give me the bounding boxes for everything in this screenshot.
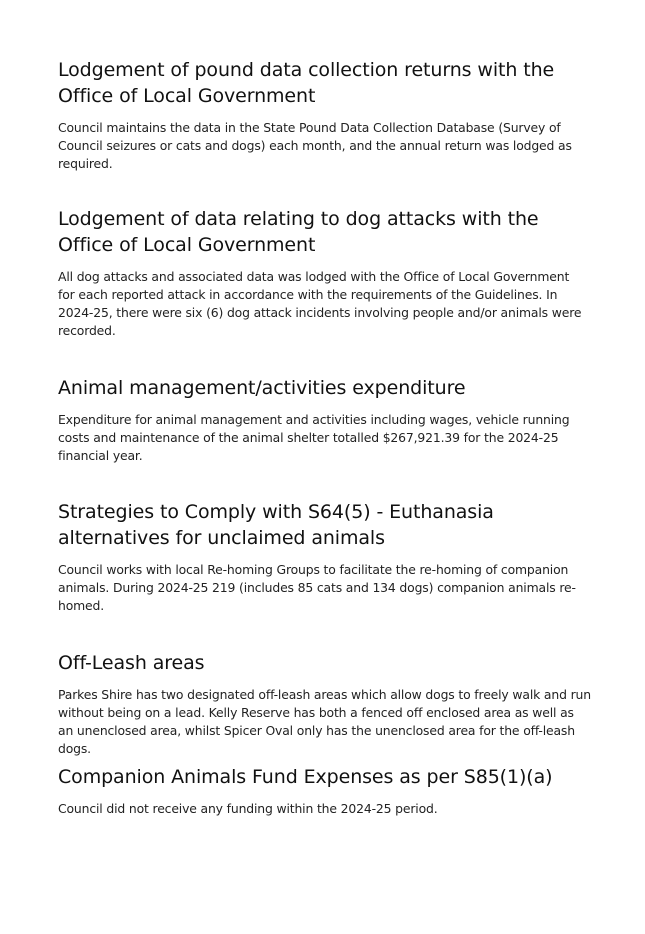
section-companion-animals-fund — [58, 764, 598, 818]
body-line: recorded. — [58, 323, 116, 338]
heading-line: Animal management/activities expenditure — [58, 377, 466, 399]
section-off-leash-areas — [58, 650, 598, 758]
heading-line: Lodgement of data relating to dog attacks with the — [58, 208, 539, 230]
body-line: 2024-25, there were six (6) dog attack incidents involving people and/or animals were — [58, 305, 582, 320]
heading-line: Office of Local Government — [58, 234, 316, 256]
heading-line: Companion Animals Fund Expenses as per S85(1)(a) — [58, 766, 553, 788]
body-line: financial year. — [58, 448, 143, 463]
heading-line: Off-Leash areas — [58, 652, 205, 674]
section-heading — [58, 206, 598, 258]
body-line: costs and maintenance of the animal shelter totalled $267,921.39 for the 2024-25 — [58, 430, 559, 445]
section-heading — [58, 764, 598, 790]
body-line: Council works with local Re-homing Groups to facilitate the re-homing of companion — [58, 562, 569, 577]
body-line: Council maintains the data in the State Pound Data Collection Database (Survey of — [58, 120, 561, 135]
section-body — [58, 686, 598, 758]
body-line: Parkes Shire has two designated off-leash areas which allow dogs to freely walk and run — [58, 687, 591, 702]
body-line: dogs. — [58, 741, 91, 756]
section-heading — [58, 375, 598, 401]
heading-line: Office of Local Government — [58, 85, 316, 107]
section-heading — [58, 499, 598, 551]
body-line: Council did not receive any funding within the 2024-25 period. — [58, 801, 438, 816]
section-euthanasia-alternatives — [58, 499, 598, 615]
heading-line: Strategies to Comply with S64(5) - Euthanasia — [58, 501, 494, 523]
body-line: Expenditure for animal management and activities including wages, vehicle running — [58, 412, 570, 427]
section-animal-management-expenditure — [58, 375, 598, 465]
body-line: required. — [58, 156, 113, 171]
heading-line: alternatives for unclaimed animals — [58, 527, 385, 549]
section-body — [58, 411, 598, 465]
body-line: for each reported attack in accordance with the requirements of the Guidelines. In — [58, 287, 558, 302]
section-heading — [58, 650, 598, 676]
body-line: without being on a lead. Kelly Reserve has both a fenced off enclosed area as well as — [58, 705, 574, 720]
heading-line: Lodgement of pound data collection returns with the — [58, 59, 555, 81]
body-line: an unenclosed area, whilst Spicer Oval only has the unenclosed area for the off-leash — [58, 723, 575, 738]
section-dog-attacks-data — [58, 206, 598, 340]
section-body — [58, 119, 598, 173]
section-body — [58, 800, 598, 818]
section-body — [58, 268, 598, 340]
section-pound-data-returns — [58, 57, 598, 173]
section-body — [58, 561, 598, 615]
body-line: Council seizures or cats and dogs) each month, and the annual return was lodged as — [58, 138, 572, 153]
body-line: homed. — [58, 598, 105, 613]
body-line: All dog attacks and associated data was lodged with the Office of Local Government — [58, 269, 570, 284]
body-line: animals. During 2024-25 219 (includes 85 cats and 134 dogs) companion animals re- — [58, 580, 576, 595]
section-heading — [58, 57, 598, 109]
